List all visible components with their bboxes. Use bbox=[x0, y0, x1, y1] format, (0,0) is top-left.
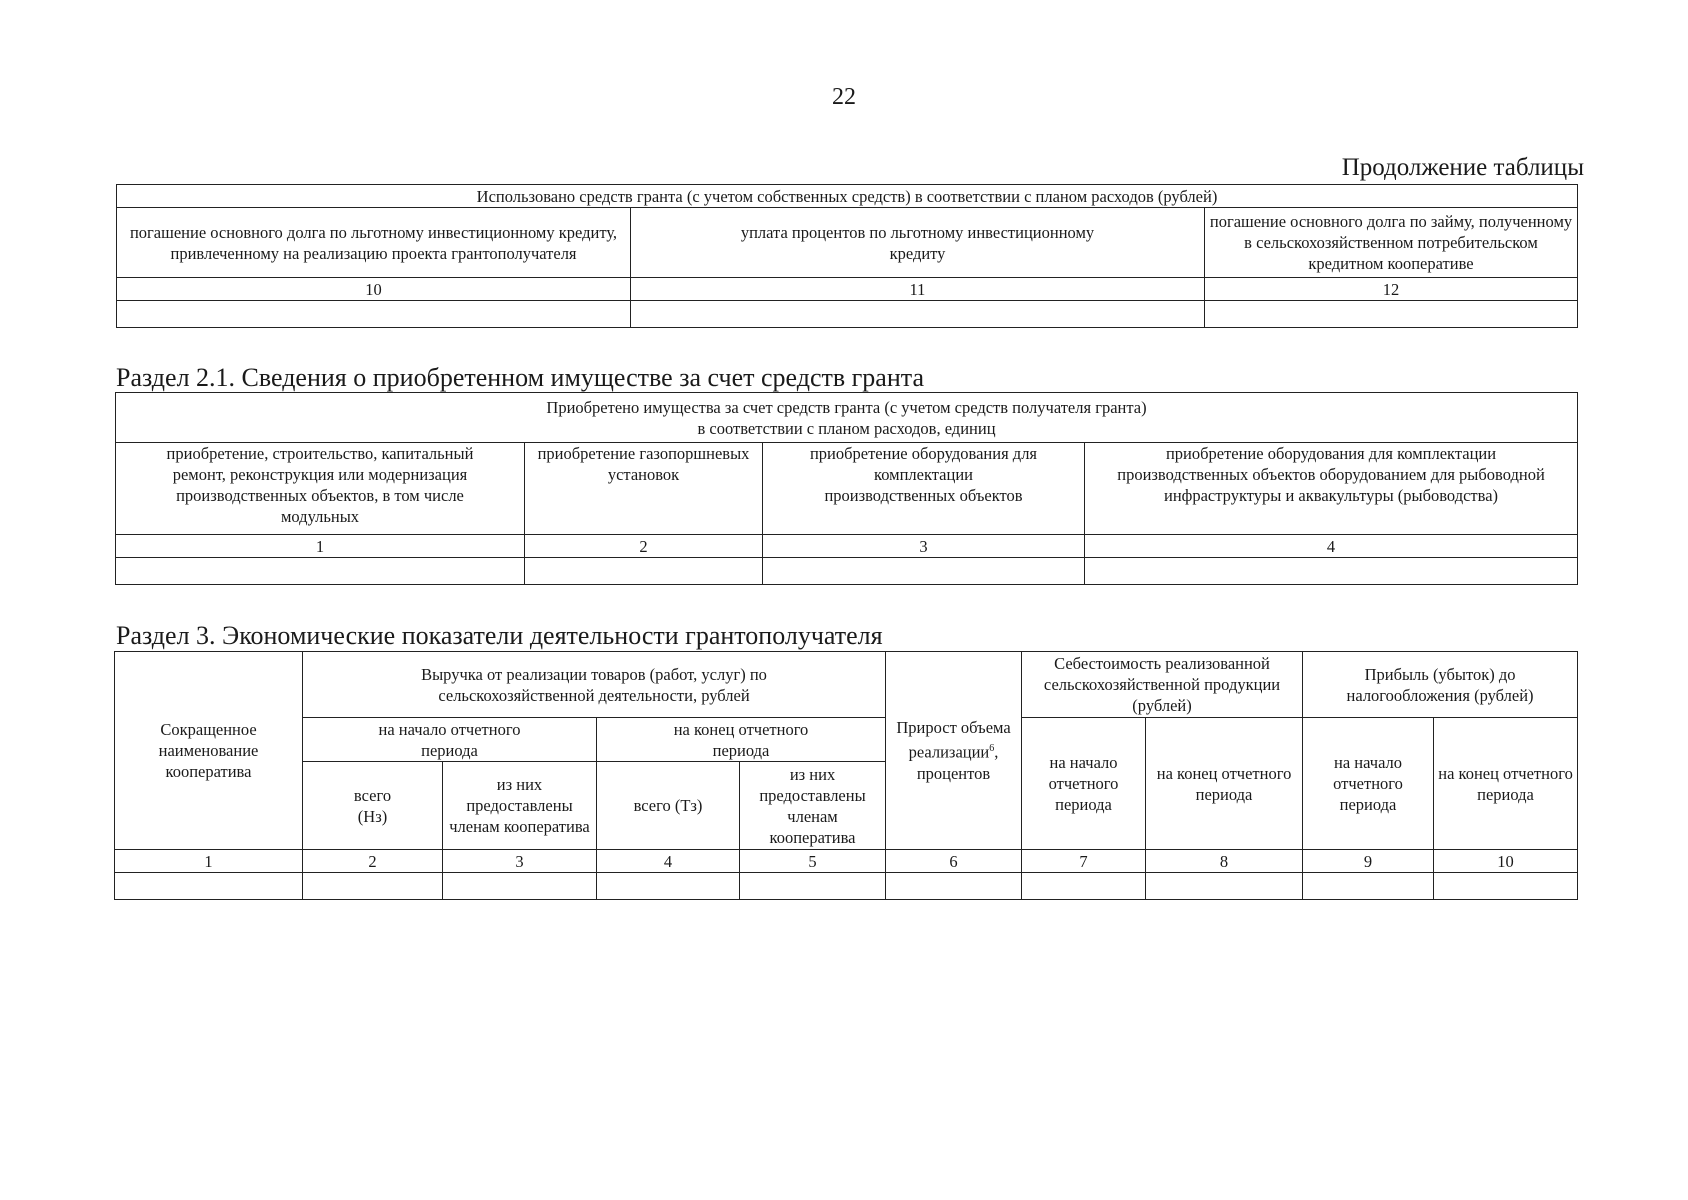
column-header: уплата процентов по льготному инвестиционному кредиту bbox=[631, 208, 1205, 278]
empty-cell bbox=[631, 301, 1205, 328]
column-number: 9 bbox=[1303, 850, 1434, 873]
revenue-header: Выручка от реализации товаров (работ, услуг) по сельскохозяйственной деятельности, рублей bbox=[303, 652, 886, 718]
empty-cell bbox=[1146, 873, 1303, 900]
cost-end-header: на конец отчетного периода bbox=[1146, 718, 1303, 850]
column-header: приобретение оборудования для комплектации производственных объектов bbox=[763, 443, 1085, 535]
column-number: 8 bbox=[1146, 850, 1303, 873]
column-number: 11 bbox=[631, 278, 1205, 301]
members-end-header: из них предоставлены членам кооператива bbox=[740, 762, 886, 850]
profit-start-header: на начало отчетного периода bbox=[1303, 718, 1434, 850]
footnote-mark: 6 bbox=[989, 743, 995, 755]
purchased-property-header bbox=[116, 393, 1578, 443]
purchased-property-table bbox=[115, 392, 1578, 585]
column-number: 2 bbox=[303, 850, 443, 873]
cost-start-header: на начало отчетного периода bbox=[1022, 718, 1146, 850]
column-number: 3 bbox=[763, 535, 1085, 558]
column-header: приобретение оборудования для комплектации производственных объектов оборудованием для рыбоводной инфраструктуры и аквакультуры (рыбоводства) bbox=[1085, 443, 1578, 535]
members-start-header: из них предоставлены членам кооператива bbox=[443, 762, 597, 850]
empty-cell bbox=[740, 873, 886, 900]
column-number: 12 bbox=[1205, 278, 1578, 301]
empty-cell bbox=[763, 558, 1085, 585]
empty-cell bbox=[115, 873, 303, 900]
empty-cell bbox=[1085, 558, 1578, 585]
grant-usage-header: Использовано средств гранта (с учетом собственных средств) в соответствии с планом расходов (рублей) bbox=[117, 185, 1578, 208]
column-header: погашение основного долга по льготному инвестиционному кредиту, привлеченному на реализацию проекта грантополучателя bbox=[117, 208, 631, 278]
column-number: 7 bbox=[1022, 850, 1146, 873]
header-line: в соответствии с планом расходов, единиц bbox=[697, 418, 996, 438]
growth-header bbox=[886, 652, 1022, 850]
column-header: приобретение, строительство, капитальный ремонт, реконструкция или модернизация производственных объектов, в том числе модульных bbox=[116, 443, 525, 535]
economic-indicators-table bbox=[114, 651, 1578, 900]
page-number: 22 bbox=[832, 84, 856, 110]
period-start-header: на начало отчетного периода bbox=[303, 718, 597, 762]
column-header: приобретение газопоршневых установок bbox=[525, 443, 763, 535]
empty-cell bbox=[1205, 301, 1578, 328]
empty-cell bbox=[116, 558, 525, 585]
empty-cell bbox=[1434, 873, 1578, 900]
empty-cell bbox=[303, 873, 443, 900]
column-number: 1 bbox=[116, 535, 525, 558]
column-number: 3 bbox=[443, 850, 597, 873]
cost-header: Себестоимость реализованной сельскохозяйственной продукции (рублей) bbox=[1022, 652, 1303, 718]
empty-cell bbox=[1022, 873, 1146, 900]
profit-header: Прибыль (убыток) до налогообложения (рублей) bbox=[1303, 652, 1578, 718]
empty-cell bbox=[117, 301, 631, 328]
growth-unit: , процентов bbox=[916, 742, 999, 783]
section-title: Раздел 2.1. Сведения о приобретенном имуществе за счет средств гранта bbox=[116, 363, 924, 392]
column-number: 6 bbox=[886, 850, 1022, 873]
grant-usage-table bbox=[116, 184, 1578, 328]
empty-cell bbox=[597, 873, 740, 900]
empty-cell bbox=[525, 558, 763, 585]
column-number: 2 bbox=[525, 535, 763, 558]
table-continuation-label: Продолжение таблицы bbox=[1341, 154, 1584, 181]
profit-end-header: на конец отчетного периода bbox=[1434, 718, 1578, 850]
column-number: 4 bbox=[597, 850, 740, 873]
header-line: Приобретено имущества за счет средств гранта (с учетом средств получателя гранта) bbox=[546, 397, 1147, 417]
empty-cell bbox=[1303, 873, 1434, 900]
column-header: погашение основного долга по займу, полученному в сельскохозяйственном потребительском кредитном кооперативе bbox=[1205, 208, 1578, 278]
period-end-header: на конец отчетного периода bbox=[597, 718, 886, 762]
total-end-header: всего (Тз) bbox=[597, 762, 740, 850]
empty-cell bbox=[443, 873, 597, 900]
empty-cell bbox=[886, 873, 1022, 900]
column-number: 5 bbox=[740, 850, 886, 873]
column-number: 1 bbox=[115, 850, 303, 873]
growth-text: Прирост объема реализации bbox=[896, 718, 1011, 762]
column-number: 10 bbox=[117, 278, 631, 301]
section-title: Раздел 3. Экономические показатели деятельности грантополучателя bbox=[116, 621, 883, 650]
cooperative-name-header: Сокращенное наименование кооператива bbox=[115, 652, 303, 850]
column-number: 10 bbox=[1434, 850, 1578, 873]
column-number: 4 bbox=[1085, 535, 1578, 558]
total-start-header: всего (Нз) bbox=[303, 762, 443, 850]
